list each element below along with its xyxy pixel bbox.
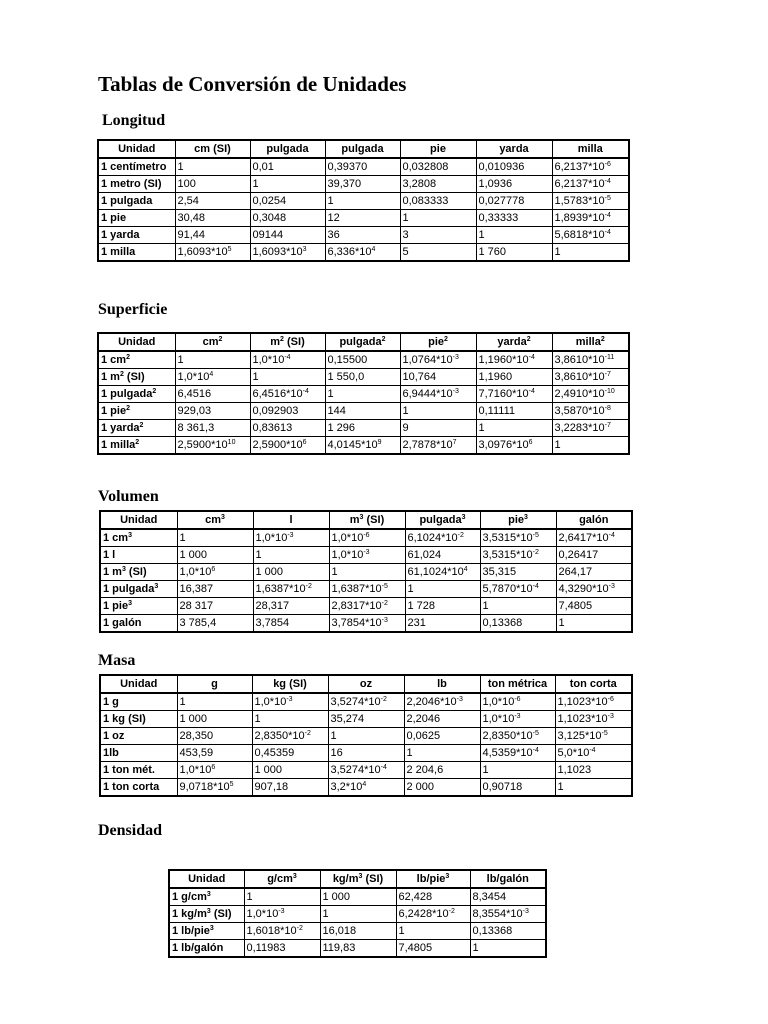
column-header: lb/pie$^3$ <box>396 870 470 888</box>
table-cell: 1 <box>252 711 328 728</box>
column-header: lb/galón <box>470 870 546 888</box>
table-cell: 0,027778 <box>476 193 552 210</box>
row-label: 1 pulgada <box>98 193 175 210</box>
table-cell: 1 <box>400 403 476 420</box>
table-cell: $1,1023*10^{-6}$ <box>555 693 632 711</box>
table-row <box>98 351 629 369</box>
table-row <box>100 564 632 581</box>
table-row <box>100 745 632 762</box>
table-row <box>100 779 632 797</box>
table-cell: $1,0*10^6$ <box>177 762 252 779</box>
table-cell: 1,1960 <box>476 369 552 386</box>
column-header: Unidad <box>98 333 175 351</box>
row-label: 1 pulgada$^3$ <box>100 581 177 598</box>
table-row <box>100 762 632 779</box>
column-header: $cm^2$ <box>175 333 250 351</box>
table-cell: $3,5315*10^{-5}$ <box>480 529 556 547</box>
table-cell: 6,4516 <box>175 386 250 403</box>
column-header: pulgada <box>250 140 325 158</box>
table-header-row <box>100 675 632 693</box>
column-header: yarda$^2$ <box>476 333 552 351</box>
table-row <box>98 403 629 420</box>
table-row <box>98 158 629 176</box>
table-cell: $1,6018*10^{-2}$ <box>244 923 320 940</box>
section-title-volumen: Volumen <box>98 488 159 505</box>
column-header: $kg/m^3$ (SI) <box>320 870 396 888</box>
table-cell: $3,2*10^4$ <box>328 779 404 797</box>
table-cell: 3 <box>400 227 476 244</box>
table-row <box>98 386 629 403</box>
page-title: Tablas de Conversión de Unidades <box>98 72 407 96</box>
row-label: 1 milla <box>98 244 175 262</box>
table-cell: $1,0*10^{-3}$ <box>329 547 405 564</box>
table-longitud <box>97 139 630 262</box>
table-cell: 1 <box>177 529 253 547</box>
table-cell: 62,428 <box>396 888 470 906</box>
table-cell: $5,6818*10^{-4}$ <box>552 227 629 244</box>
table-cell: $3,8610*10^{-11}$ <box>552 351 629 369</box>
table-cell: $2,8317*10^{-2}$ <box>329 598 405 615</box>
table-cell: 1 <box>175 351 250 369</box>
table-cell: $1,0*10^{-3}$ <box>244 906 320 923</box>
table-cell: 0,0254 <box>250 193 325 210</box>
table-row <box>169 940 546 958</box>
table-row <box>100 598 632 615</box>
table-cell: 1 <box>329 564 405 581</box>
column-header: $cm^3$ <box>177 511 253 529</box>
table-cell: 1 <box>253 547 329 564</box>
table-cell: 2 000 <box>404 779 480 797</box>
table-cell: 3,7854 <box>253 615 329 633</box>
table-cell: $6,2428*10^{-2}$ <box>396 906 470 923</box>
table-row <box>98 193 629 210</box>
column-header: ton corta <box>555 675 632 693</box>
table-header-row <box>98 333 629 351</box>
column-header: Unidad <box>100 675 177 693</box>
table-cell: 1 <box>480 598 556 615</box>
table-cell: $4,5359*10^{-4}$ <box>480 745 555 762</box>
table-cell: $1,0*10^{-6}$ <box>329 529 405 547</box>
table-cell: $6,2137*10^{-6}$ <box>552 158 629 176</box>
table-cell: 36 <box>325 227 400 244</box>
table-cell: $1,1023*10^{-3}$ <box>555 711 632 728</box>
table-cell: 1 <box>555 779 632 797</box>
row-label: 1 $cm^2$ <box>98 351 175 369</box>
table-cell: 39,370 <box>325 176 400 193</box>
table-cell: $6,2137*10^{-4}$ <box>552 176 629 193</box>
table-cell: $1,0*10^4$ <box>175 369 250 386</box>
row-label: 1 $m^2$ (SI) <box>98 369 175 386</box>
table-cell: $2,2046*10^{-3}$ <box>404 693 480 711</box>
table-cell: 09144 <box>250 227 325 244</box>
table-cell: 0,33333 <box>476 210 552 227</box>
table-header-row <box>98 140 629 158</box>
column-header: kg (SI) <box>252 675 328 693</box>
section-title-longitud: Longitud <box>102 112 166 129</box>
row-label: 1 $cm^3$ <box>100 529 177 547</box>
column-header: milla$^2$ <box>552 333 629 351</box>
table-header-row <box>169 870 546 888</box>
column-header: $m^2$ (SI) <box>250 333 325 351</box>
table-row <box>98 210 629 227</box>
table-row <box>169 906 546 923</box>
table-cell: $6,336*10^4$ <box>325 244 400 262</box>
column-header: lb <box>404 675 480 693</box>
table-cell: $2,4910*10^{-10}$ <box>552 386 629 403</box>
table-cell: $2,5900*10^6$ <box>250 437 325 455</box>
table-cell: 1 <box>400 210 476 227</box>
table-cell: $1,6387*10^{-2}$ <box>253 581 329 598</box>
table-row <box>100 615 632 633</box>
table-cell: $1,0*10^{-3}$ <box>253 529 329 547</box>
table-cell: $1,6093*10^3$ <box>250 244 325 262</box>
table-cell: $3,0976*10^6$ <box>476 437 552 455</box>
table-cell: 0,11983 <box>244 940 320 958</box>
table-cell: 1 <box>177 693 252 711</box>
row-label: 1 pie$^3$ <box>100 598 177 615</box>
table-cell: 7,4805 <box>396 940 470 958</box>
table-row <box>98 244 629 262</box>
table-cell: 1 760 <box>476 244 552 262</box>
table-cell: $3,5274*10^{-4}$ <box>328 762 404 779</box>
table-cell: 1 <box>328 728 404 745</box>
row-label: 1 pie <box>98 210 175 227</box>
table-cell: 1 728 <box>405 598 480 615</box>
table-row <box>98 176 629 193</box>
table-row <box>100 711 632 728</box>
table-cell: 1 <box>325 386 400 403</box>
table-cell: 0,83613 <box>250 420 325 437</box>
table-row <box>98 437 629 455</box>
table-cell: 907,18 <box>252 779 328 797</box>
table-cell: $2,7878*10^7$ <box>400 437 476 455</box>
table-cell: 0,26417 <box>556 547 632 564</box>
table-cell: 929,03 <box>175 403 250 420</box>
table-cell: 1 <box>396 923 470 940</box>
table-cell: 5 <box>400 244 476 262</box>
table-cell: 2 204,6 <box>404 762 480 779</box>
row-label: 1 yarda$^2$ <box>98 420 175 437</box>
table-cell: 35,315 <box>480 564 556 581</box>
table-cell: $3,2283*10^{-7}$ <box>552 420 629 437</box>
table-cell: 28 317 <box>177 598 253 615</box>
table-cell: 8,3454 <box>470 888 546 906</box>
table-cell: $3,5315*10^{-2}$ <box>480 547 556 564</box>
table-cell: $8,3554*10^{-3}$ <box>470 906 546 923</box>
table-row <box>100 529 632 547</box>
table-cell: 100 <box>175 176 250 193</box>
row-label: 1 g <box>100 693 177 711</box>
table-cell: 1 <box>250 176 325 193</box>
table-cell: 28,317 <box>253 598 329 615</box>
table-cell: 0,13368 <box>480 615 556 633</box>
table-cell: $1,6387*10^{-5}$ <box>329 581 405 598</box>
row-label: 1 ton corta <box>100 779 177 797</box>
column-header: $m^3$ (SI) <box>329 511 405 529</box>
row-label: 1 oz <box>100 728 177 745</box>
row-label: 1 metro (SI) <box>98 176 175 193</box>
table-cell: 0,11111 <box>476 403 552 420</box>
table-cell: $3,5274*10^{-2}$ <box>328 693 404 711</box>
row-label: 1 $g/cm^3$ <box>169 888 244 906</box>
section-title-densidad: Densidad <box>98 822 163 839</box>
table-cell: 0,39370 <box>325 158 400 176</box>
table-cell: 1 <box>320 906 396 923</box>
table-cell: 0,3048 <box>250 210 325 227</box>
table-cell: 1 <box>476 420 552 437</box>
table-cell: $1,8939*10^{-4}$ <box>552 210 629 227</box>
table-cell: $3,8610*10^{-7}$ <box>552 369 629 386</box>
table-cell: $6,9444*10^{-3}$ <box>400 386 476 403</box>
row-label: 1 lb/galón <box>169 940 244 958</box>
column-header: l <box>253 511 329 529</box>
table-row <box>169 888 546 906</box>
column-header: milla <box>552 140 629 158</box>
table-header-row <box>100 511 632 529</box>
table-row <box>169 923 546 940</box>
row-label: 1 yarda <box>98 227 175 244</box>
table-cell: $2,8350*10^{-5}$ <box>480 728 555 745</box>
table-cell: 1 <box>175 158 250 176</box>
table-cell: 2,2046 <box>404 711 480 728</box>
table-cell: 0,010936 <box>476 158 552 176</box>
table-cell: $1,5783*10^{-5}$ <box>552 193 629 210</box>
table-cell: $2,6417*10^{-4}$ <box>556 529 632 547</box>
table-cell: $1,0764*10^{-3}$ <box>400 351 476 369</box>
table-cell: $3,5870*10^{-8}$ <box>552 403 629 420</box>
table-masa <box>99 674 633 797</box>
table-cell: $4,0145*10^9$ <box>325 437 400 455</box>
table-cell: 0,15500 <box>325 351 400 369</box>
table-cell: 0,13368 <box>470 923 546 940</box>
table-cell: 91,44 <box>175 227 250 244</box>
table-cell: 1 000 <box>177 711 252 728</box>
table-row <box>98 420 629 437</box>
table-densidad <box>168 869 547 958</box>
table-cell: $9,0718*10^5$ <box>177 779 252 797</box>
column-header: Unidad <box>100 511 177 529</box>
table-cell: 1 <box>552 437 629 455</box>
column-header: pulgada$^2$ <box>325 333 400 351</box>
table-cell: 9 <box>400 420 476 437</box>
table-cell: 1,0936 <box>476 176 552 193</box>
table-cell: 12 <box>325 210 400 227</box>
table-cell: $1,0*10^{-4}$ <box>250 351 325 369</box>
table-cell: $61,1024*10^4$ <box>405 564 480 581</box>
table-cell: 119,83 <box>320 940 396 958</box>
table-cell: $2,8350*10^{-2}$ <box>252 728 328 745</box>
table-row <box>98 227 629 244</box>
table-cell: 453,59 <box>177 745 252 762</box>
table-cell: $6,4516*10^{-4}$ <box>250 386 325 403</box>
row-label: 1 kg (SI) <box>100 711 177 728</box>
table-cell: 1 <box>325 193 400 210</box>
row-label: 1 milla$^2$ <box>98 437 175 455</box>
table-cell: 0,0625 <box>404 728 480 745</box>
table-cell: 144 <box>325 403 400 420</box>
table-cell: 1 000 <box>252 762 328 779</box>
row-label: 1lb <box>100 745 177 762</box>
column-header: cm (SI) <box>175 140 250 158</box>
table-cell: 8 361,3 <box>175 420 250 437</box>
section-title-masa: Masa <box>98 652 136 669</box>
row-label: 1 centímetro <box>98 158 175 176</box>
table-cell: 231 <box>405 615 480 633</box>
column-header: pulgada <box>325 140 400 158</box>
table-cell: 0,01 <box>250 158 325 176</box>
column-header: $g/cm^3$ <box>244 870 320 888</box>
table-cell: 1 550,0 <box>325 369 400 386</box>
row-label: 1 pie$^2$ <box>98 403 175 420</box>
table-cell: 1 <box>405 581 480 598</box>
table-cell: 16,018 <box>320 923 396 940</box>
table-cell: $7,7160*10^{-4}$ <box>476 386 552 403</box>
table-cell: 1 <box>244 888 320 906</box>
table-cell: 61,024 <box>405 547 480 564</box>
column-header: g <box>177 675 252 693</box>
row-label: 1 $m^3$ (SI) <box>100 564 177 581</box>
table-cell: 0,90718 <box>480 779 555 797</box>
table-cell: 1 296 <box>325 420 400 437</box>
row-label: 1 galón <box>100 615 177 633</box>
table-cell: 16,387 <box>177 581 253 598</box>
table-row <box>100 693 632 711</box>
table-cell: $1,1960*10^{-4}$ <box>476 351 552 369</box>
table-cell: 3,2808 <box>400 176 476 193</box>
column-header: pie$^3$ <box>480 511 556 529</box>
row-label: 1 $kg/m^3$ (SI) <box>169 906 244 923</box>
table-cell: 1 000 <box>320 888 396 906</box>
column-header: pulgada$^3$ <box>405 511 480 529</box>
table-cell: 35,274 <box>328 711 404 728</box>
table-cell: 1 <box>250 369 325 386</box>
table-cell: $2,5900*10^{10}$ <box>175 437 250 455</box>
table-cell: $1,6093*10^5$ <box>175 244 250 262</box>
table-row <box>98 369 629 386</box>
row-label: 1 l <box>100 547 177 564</box>
row-label: 1 lb/pie$^3$ <box>169 923 244 940</box>
table-superficie <box>97 332 630 455</box>
table-cell: 1 000 <box>177 547 253 564</box>
table-cell: $4,3290*10^{-3}$ <box>556 581 632 598</box>
table-cell: 1 000 <box>253 564 329 581</box>
table-volumen <box>99 510 633 633</box>
table-cell: 0,45359 <box>252 745 328 762</box>
table-cell: 28,350 <box>177 728 252 745</box>
table-cell: 1 <box>476 227 552 244</box>
column-header: Unidad <box>98 140 175 158</box>
column-header: pie <box>400 140 476 158</box>
table-cell: $3,125*10^{-5}$ <box>555 728 632 745</box>
table-cell: 2,54 <box>175 193 250 210</box>
table-row <box>100 581 632 598</box>
table-cell: $1,0*10^{-6}$ <box>480 693 555 711</box>
table-cell: 7,4805 <box>556 598 632 615</box>
table-cell: 30,48 <box>175 210 250 227</box>
column-header: ton métrica <box>480 675 555 693</box>
table-cell: 1 <box>480 762 555 779</box>
table-cell: 3 785,4 <box>177 615 253 633</box>
section-title-superficie: Superficie <box>98 301 168 318</box>
row-label: 1 pulgada$^2$ <box>98 386 175 403</box>
table-cell: $3,7854*10^{-3}$ <box>329 615 405 633</box>
table-cell: 0,092903 <box>250 403 325 420</box>
column-header: pie$^2$ <box>400 333 476 351</box>
table-cell: 264,17 <box>556 564 632 581</box>
table-cell: $1,0*10^{-3}$ <box>480 711 555 728</box>
table-cell: 10,764 <box>400 369 476 386</box>
table-cell: $5,7870*10^{-4}$ <box>480 581 556 598</box>
column-header: oz <box>328 675 404 693</box>
table-cell: $5,0*10^{-4}$ <box>555 745 632 762</box>
table-cell: $6,1024*10^{-2}$ <box>405 529 480 547</box>
table-cell: 1 <box>404 745 480 762</box>
table-cell: $1,0*10^6$ <box>177 564 253 581</box>
column-header: Unidad <box>169 870 244 888</box>
table-cell: 1,1023 <box>555 762 632 779</box>
table-cell: 0,083333 <box>400 193 476 210</box>
table-cell: 0,032808 <box>400 158 476 176</box>
table-cell: 1 <box>552 244 629 262</box>
column-header: yarda <box>476 140 552 158</box>
table-cell: 1 <box>470 940 546 958</box>
table-cell: 1 <box>556 615 632 633</box>
table-row <box>100 547 632 564</box>
row-label: 1 ton mét. <box>100 762 177 779</box>
table-cell: 16 <box>328 745 404 762</box>
table-row <box>100 728 632 745</box>
table-cell: $1,0*10^{-3}$ <box>252 693 328 711</box>
column-header: galón <box>556 511 632 529</box>
